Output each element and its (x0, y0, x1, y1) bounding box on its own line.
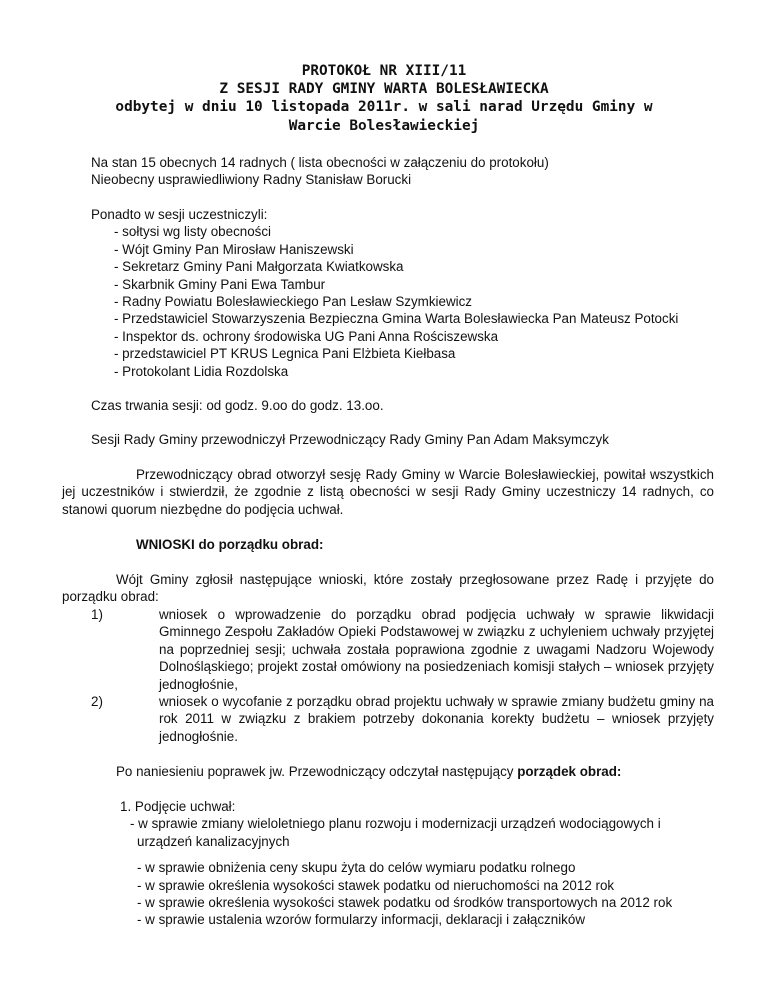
motion-number: 2) (91, 694, 103, 709)
title-line-3: odbytej w dniu 10 listopada 2011r. w sali narad Urzędu Gminy w (115, 99, 653, 116)
document-title (100, 62, 668, 135)
agenda-subitem: - w sprawie określenia wysokości stawek podatku od nieruchomości na 2012 rok (137, 877, 615, 893)
agenda-subitem: - w sprawie zmiany wieloletniego planu rozwoju i modernizacji urządzeń wodociągowych i (130, 816, 661, 832)
agenda-subitem: - w sprawie określenia wysokości stawek podatku od środków transportowych na 2012 rok (137, 895, 673, 911)
title-line-2: Z SESJI RADY GMINY WARTA BOLESŁAWIECKA (219, 81, 549, 98)
participant-item: - Protokolant Lidia Rozdolska (114, 363, 289, 379)
motion-number: 1) (91, 607, 103, 622)
title-line-4: Warcie Bolesławieckiej (288, 117, 480, 134)
chair-text: Sesji Rady Gminy przewodniczył Przewodniczący Rady Gminy Pan Adam Maksymczyk (91, 432, 609, 447)
participants-block (91, 206, 711, 380)
agenda-list (120, 798, 720, 929)
participant-item: - Skarbnik Gminy Pani Ewa Tambur (114, 276, 326, 292)
attendance-block (91, 154, 711, 189)
agenda-subitem-continued: urządzeń kanalizacyjnych (137, 833, 290, 849)
motions-heading (136, 536, 756, 553)
session-duration (91, 397, 711, 414)
motions-heading-text: WNIOSKI do porządku obrad: (136, 537, 324, 552)
session-chair (91, 431, 711, 448)
attendance-line-2: Nieobecny usprawiedliwiony Radny Stanisław Borucki (91, 172, 412, 188)
agenda-intro (116, 763, 736, 780)
participant-item: - Sekretarz Gminy Pani Małgorzata Kwiatkowska (114, 259, 404, 275)
participants-heading: Ponadto w sesji uczestniczyli: (91, 207, 268, 222)
motion-item-2 (91, 693, 714, 745)
duration-text: Czas trwania sesji: od godz. 9.oo do godz. 13.oo. (91, 398, 384, 413)
agenda-item-1: 1. Podjęcie uchwał: (120, 799, 236, 814)
opening-paragraph: Przewodniczący obrad otworzył sesję Rady Gminy w Warcie Bolesławieckiej, powitał wszystkich jej uczestników i stwierdził, że zgodnie z listą obecności w sesji Rady Gminy uczestniczy 14 radnych, co stanowi quorum niezbędne do podjęcia uchwał. (62, 467, 714, 517)
title-line-1: PROTOKOŁ NR XIII/11 (301, 63, 467, 79)
participant-item: - Inspektor ds. ochrony środowiska UG Pani Anna Rościszewska (114, 328, 499, 344)
attendance-line-1: Na stan 15 obecnych 14 radnych ( lista obecności w załączeniu do protokołu) (91, 155, 549, 170)
participant-item: - Przedstawiciel Stowarzyszenia Bezpieczna Gmina Warta Bolesławiecka Pan Mateusz Potocki (114, 311, 679, 327)
motion-text: wniosek o wycofanie z porządku obrad projektu uchwały w sprawie zmiany budżetu gminy na rok 2011 w związku z brakiem potrzeby dokonania korekty budżetu – wniosek przyjęty jednogłośnie. (159, 694, 714, 744)
participant-item: - Wójt Gminy Pan Mirosław Haniszewski (114, 241, 354, 257)
agenda-intro-text: Po naniesieniu poprawek jw. Przewodniczący odczytał następujący (116, 764, 518, 779)
agenda-subitem: - w sprawie ustalenia wzorów formularzy informacji, deklaracji i załączników (137, 912, 585, 928)
agenda-subitem: - w sprawie obniżenia ceny skupu żyta do celów wymiaru podatku rolnego (137, 860, 576, 876)
agenda-intro-bold: porządek obrad: (517, 764, 622, 779)
motions-intro: Wójt Gminy zgłosił następujące wnioski, które zostały przegłosowane przez Radę i przyjęte do porządku obrad: (62, 572, 714, 605)
motion-item-1 (91, 606, 714, 693)
motion-text: wniosek o wprowadzenie do porządku obrad podjęcia uchwały w sprawie likwidacji Gminnego Zespołu Zakładów Opieki Podstawowej w związku z uchyleniem uchwały przyjętej na poprzedniej sesji; uchwała została poprawiona zgodnie z uwagami Nadzoru Wojewody Dolnośląskiego; projekt został omówiony na posiedzeniach komisji stałych – wniosek przyjęty jednogłośnie, (159, 607, 714, 692)
participant-item: - przedstawiciel PT KRUS Legnica Pani Elżbieta Kiełbasa (114, 346, 456, 362)
participant-item: - sołtysi wg listy obecności (114, 224, 272, 240)
participant-item: - Radny Powiatu Bolesławieckiego Pan Lesław Szymkiewicz (114, 294, 472, 310)
